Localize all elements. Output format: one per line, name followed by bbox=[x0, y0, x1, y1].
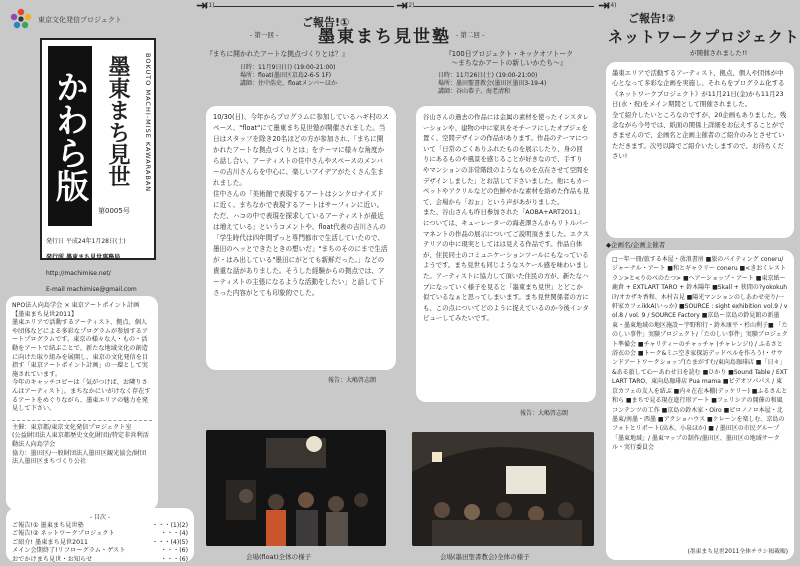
intro-text: NPO法人向島学会 × 東京アートポイント計画 【墨東まち見世2011】 墨東エリアで活動するアーティスト、拠点、個人や団体などによる多彩なプログラムが参加するアートプログラムです。東京の様々な人・もの・活動をアートで結ぶことで、新たな地域文化の創造に向けた取り組みを展開し、東京の文化発信を目指す「東京アートポイント計画」の一環として実施されています。 今年のキャッチコピーは「気がつけば、お隣りさんはアーティスト」。まちなかにいがけなく存在するアートをめぐりながら、墨東エリアの魅力を発見して下さい。 bbox=[12, 302, 151, 413]
article2-body: 谷山さんの過去の作品には金属の素材を使ったインスタレーションや、建物の中に家具をモチーフにしたオブジェを置く、空間デザインの作品があります。作品のテーマについて「日常のごくありふれたものを展示したり、身の回りにあるものや風景を感じることが好きなので、手すりやマンションの非常階段のようなものを点在させて空間をデザインしました」とお話して下さいました。他にもカーペットやアクリルなどの色鮮やかな素材を絡めた作品も見て、会場から「おぉ」という声があがりました。 また、谷山さんも昨日参加された「AOBA+ART2011」については、キューレーターの海老澤さんからリトルパーマネントの作品の展示についてご説明頂きました。エクステリアの中に現実としてはは見える作品です。作品自体が、住民同士のコミュニケーションツールにもなっているようです。まち見世も同じようなスケール感を味わいました。アーティストに協力して頂いた住民の方が、新たなハブになっていく様子を見ると「墨東まち見世」とどこか似ているなぁと思ってしまいます。まち見世関係者の方にも、この点についてどのように捉えているのか今後インタビューしてみたいです。 bbox=[423, 113, 589, 323]
article1-heading: 『まちに開かれたアートな拠点づくりとは？』 bbox=[206, 50, 349, 58]
website-url[interactable]: http://machimise.net/ bbox=[46, 270, 111, 277]
toc-item[interactable]: おでかけまち見世・お知らせ ・・・(6) bbox=[12, 555, 188, 562]
report2-body-box bbox=[606, 62, 794, 238]
article1-body: 10/30(日)、今年からプログラムに参加しているハギ村のスペース、"float"にて墨東まち見世塾が開催されました。当日はスタッフを除き20名ほどの方が参加され、「まちに開かれたアートな拠点づくりとは」をテーマに様々な角度から話し合い、アーティストの住中さんやスペースのメンバーの吉川さんらを中心に、楽しいアイデアがたくさん生まれました。 住中さんの「美術館で表現するアートはシンクロナイズドに近く、まちなかで表現するアートはサーフィンに近い。ただ、ハコの中で表現を探求しているアーティストが最近は増えている」というコメントや、float代表の吉川さんの「学生時代は四年間ずっと専門都市で生活していたので、墨田のヘッとできたときの想いだ」"まちのそのにまで生活が・はみ出している"墨田にがとても新鮮だった。」などの貴重な話がありました。そうした経験からの拠点では、アーティストの主張になるような活動をしたい」と話して下さった内容がとても印象的でした。 bbox=[213, 113, 389, 297]
venue-list: □一年一冊/旅する本屋・放浪書房 ■旅のパイティング coneru/ジャーナル・アート ■和とギャラリー coneru ■<きおくレストラン>と<りのべのたつ> ■ヘアーショップ・アート ■東京紙ー鹿倉 + EXTLART TARO + 鈴木陽年 ■Skall + 狭間の?yokokuhi?/オカザキ香和、木村吉見 ■陽光マンションのしあわせ売り/一軒家カフェikkA(いっか) ■SOURCE : sight exhibition vol.9 / vol.8 / vol. 9 / SOURCE Factory ■京島ー京島の鈴見館の新墨東・墨東地域の地区施設ー宇野和行・鈴木康平・杉山利子■ 「たのしい事件」実験プロジェクト/「たのしい事件」実験ブロジェクト準備会 ■チャリティーのチャッチャ (チャレンジ!) / ふるさと浴衣の会 ■トーク&ミニ空き家探訪デッドベルを作ろう!・サウンドアートワークショップ(たまがすむ/東向島珈琲店 ■「日々」&ある旅して心ーあわせ日を読む ■ひかり ■Sound Table / EXTLART TARO、東向島珈琲店 Pua mama ■ビデオソパパス / 東京カフェの友人を結ぶ ■内々在在本棚(デッケリー) ■ふるさんと和ら ■まちで見る現在進行形アート ■フェリシアの開催の和風コンテンツの工作 ■京島の鈴木家・Oiro ■ピロノノロ本屋・北墨東/南墨・西墨 ■アクショハウス ■ケレーンを楽しむ、京島のフォトとリポート(高木、小泉ほか) ■ / 墨田区の市民グループ「墨東地域」/ 墨東マップの制作/墨田区、墨田区の地域サークル・実行委員会 bbox=[612, 256, 788, 452]
venue-list-heading: ◆企画名/企画主催者 bbox=[606, 241, 666, 249]
page-marker-arrow: ⇥ bbox=[598, 0, 610, 14]
issue-number: 第0005号 bbox=[98, 207, 130, 215]
article2-info: 日時：11月26日(土) (19:00-21:00) 場所：墨田聖書教会(墨田区墨田3-19-4) 講師：谷山恭子、海老清和 bbox=[438, 72, 547, 95]
newsletter-subtitle: 墨東まち見世 bbox=[105, 55, 131, 187]
newsletter-roman-title: BOKUTO MACHI-MISE KAWARABAN bbox=[144, 53, 152, 193]
page-number-4: (4) bbox=[608, 2, 617, 9]
toc-title: - 目次 - bbox=[89, 514, 111, 521]
intro-box bbox=[6, 296, 158, 510]
report2-title: ネットワークプロジェクト bbox=[608, 28, 800, 46]
page-marker-arrow: ⇥ bbox=[396, 0, 408, 14]
logo-icon bbox=[8, 6, 34, 32]
report2-note: が開催されました!! bbox=[690, 49, 748, 57]
newsletter-title: かわら版 bbox=[48, 46, 92, 226]
org-name: 東京文化発信プロジェクト bbox=[38, 16, 122, 24]
report1-label: ご報告!① bbox=[302, 16, 350, 29]
publication-info bbox=[46, 230, 154, 302]
table-of-contents bbox=[6, 508, 194, 562]
article1-author: 報告：大嶋啓志朗 bbox=[328, 377, 377, 384]
venue-list-box bbox=[606, 250, 794, 560]
toc-item[interactable]: ご報告!① 墨東まち見世塾 ・・・(1)(2) bbox=[12, 522, 188, 529]
photo2-caption: 会場(墨田聖書教会)全体の様子 bbox=[440, 553, 530, 561]
photo-float-venue bbox=[206, 430, 386, 546]
report1-session2: - 第二回 - bbox=[456, 31, 485, 39]
toc-item[interactable]: ご紹介! 墨東まち見世2011 ・・・(4)(5) bbox=[12, 538, 188, 546]
pub-date: 発行日 平成24年1月28日(土) bbox=[46, 238, 126, 245]
email-address[interactable]: E-mail machimise@gmail.com bbox=[46, 286, 137, 293]
report1-title: 墨東まち見世塾 bbox=[318, 27, 451, 47]
article1-body-box bbox=[206, 106, 396, 370]
report2-label: ご報告!② bbox=[628, 12, 676, 25]
page-marker-arrow: ⇥ bbox=[196, 0, 208, 14]
photo1-caption: 会場(float)全体の様子 bbox=[246, 553, 312, 561]
page-number-1: (1) bbox=[206, 2, 215, 9]
publisher: 発行所 墨東まち見世事務局 bbox=[46, 254, 121, 261]
venue-list-footer: (墨東まち見世2011全体チラシ掲載順) bbox=[687, 549, 788, 556]
page-rule bbox=[214, 6, 394, 7]
title-block bbox=[40, 38, 156, 293]
article1-info: 日時：11月9日(日) (19:00-21:00) 場所：float(墨田区京島2-6-5 1F) 講師：住中浩史、floatメンバーほか bbox=[240, 64, 338, 87]
page-number-2: (2) bbox=[406, 2, 415, 9]
article2-body-box bbox=[416, 106, 596, 402]
page-rule bbox=[414, 6, 594, 7]
report1-session1: - 第一回 - bbox=[250, 31, 279, 39]
toc-item[interactable]: メイン会期終了!リフローグラム・ゲスト ・・・(6) bbox=[12, 547, 188, 555]
report2-body: 墨東エリアで活動するアーティスト、拠点、個人や団体が中心となって多彩な企画を実施し、それらをプログラム化する《ネットワークプロジェクト》が11月21日(金)から11月23日(水・祝)をメイン期間として開催されました。 全て紹介したいところなのですが、20企画もありました。残念ながら今号では、紙面の関係上詳細をお伝えすることができませんので、企画名と企画主催者のご紹介のみとさせていただきます。次号以降でご紹介いたしますので、お待ちください! bbox=[612, 69, 787, 161]
article2-author: 報告：大嶋啓志朗 bbox=[520, 410, 569, 417]
credits-text: 主催：東京都/東京文化発信プロジェクト室 (公益財団法人東京都歴史文化財団)/特定非営利活動法人向島学会 協力：墨田区/一般財団法人墨田区観光協会/財団法人墨田区まちづくり公社 bbox=[12, 420, 152, 467]
photo-church-venue bbox=[412, 432, 594, 546]
article2-heading: 『100日プロジェクト・キックオフトーク ～まちなかアートの新しいかたち～』 bbox=[444, 50, 574, 67]
toc-item[interactable]: ご報告!② ネットワークプロジェクト ・・・(4) bbox=[12, 530, 188, 538]
toc-list bbox=[12, 522, 188, 562]
masthead bbox=[8, 6, 198, 32]
